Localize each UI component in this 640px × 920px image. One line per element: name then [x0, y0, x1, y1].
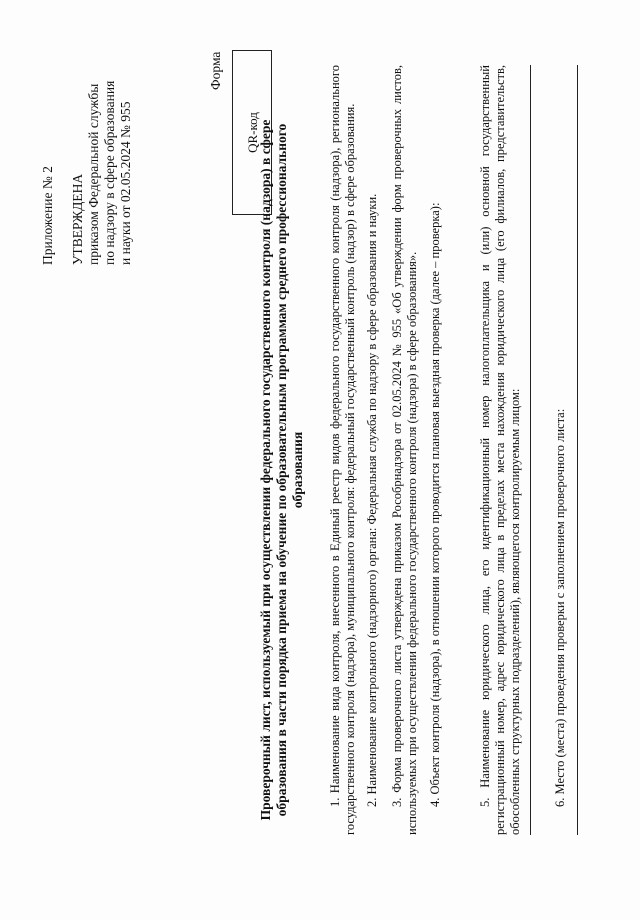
- qr-code-label: QR-код: [244, 112, 260, 153]
- form-label: Форма: [208, 51, 223, 90]
- item-4: 4. Объект контроля (надзора), в отношении которого проводится плановая выездная проверка (далее – проверка):: [428, 202, 442, 807]
- item-6: 6. Место (места) проведения проверки с заполнением проверочного листа:: [553, 408, 567, 807]
- item-3: 3. Форма проверочного листа утверждена приказом Рособрнадзора от 02.05.2024 № 955 «Об утверждении форм проверочных листов, используемых при осуществлении федерального государственного контроля (надзора) в сфере образования».: [390, 65, 419, 835]
- approval-line-2: по надзору в сфере образования: [102, 80, 117, 265]
- approval-line-3: и науки от 02.05.2024 № 955: [118, 101, 133, 265]
- approved-label: УТВЕРЖДЕНА: [70, 173, 85, 265]
- appendix-gap: [56, 25, 70, 265]
- item-2: 2. Наименование контрольного (надзорного) органа: Федеральная служба по надзору в сфере образования и науки.: [365, 193, 379, 807]
- appendix-number: Приложение № 2: [40, 166, 55, 265]
- item-5: 5. Наименование юридического лица, его идентификационный номер налогоплательщика и (или) основной государственный регистрационный номер, адрес юридического лица в пределах места нахождения юридического лица (его филиалов, представительств, обособленных структурных подразделений), являющегося контролируемым лицом:: [478, 65, 522, 835]
- document-title: Проверочный лист, используемый при осуществлении федерального государственного контроля (надзора) в сфере образования в части порядка приема на обучение по образовательным программам среднего профессионального образования: [258, 119, 305, 821]
- item-1: 1. Наименование вида контроля, внесенного в Единый реестр видов федерального государственного контроля (надзора), регионального государственного контроля (надзора), муниципального контроля: федеральный государственный контроль (надзор) в сфере образования.: [328, 65, 357, 835]
- fill-line-item-5: [530, 65, 531, 835]
- fill-line-item-6: [577, 65, 578, 835]
- appendix-block: [40, 25, 134, 265]
- approval-line-1: приказом Федеральной службы: [86, 83, 101, 265]
